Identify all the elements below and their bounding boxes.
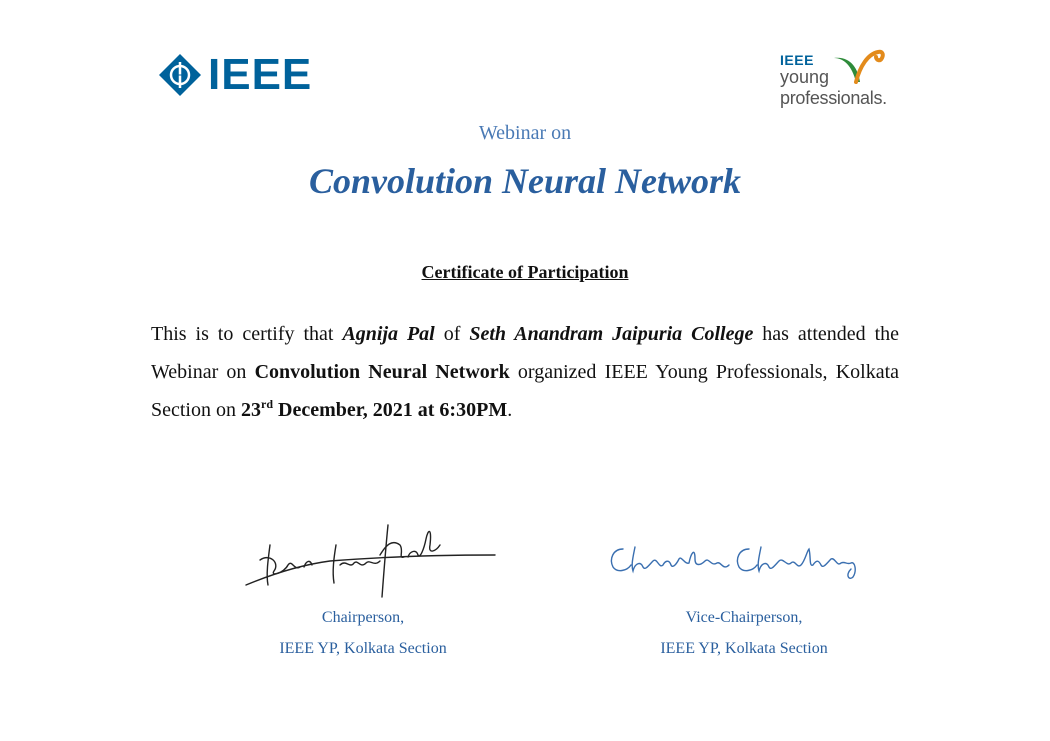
webinar-on-label: Webinar on — [478, 122, 572, 144]
chairperson-org: IEEE YP, Kolkata Section — [279, 640, 447, 657]
date-day: 23 — [241, 399, 261, 421]
date-suffix: rd — [261, 397, 273, 411]
college-name: Seth Anandram Jaipuria College — [469, 323, 754, 345]
yp-ieee-text: IEEE — [780, 52, 814, 68]
vice-chairperson-role: Vice-Chairperson, — [685, 609, 803, 626]
webinar-title: Convolution Neural Network — [308, 161, 742, 201]
yp-swoosh-icon — [830, 48, 886, 88]
participant-name: Agnija Pal — [342, 323, 435, 345]
chairperson-role: Chairperson, — [321, 609, 405, 626]
ieee-young-professionals-logo — [780, 48, 910, 118]
date-rest: December, 2021 at 6:30PM — [278, 399, 508, 421]
chairperson-signer-block — [233, 602, 493, 664]
event-date — [241, 399, 507, 421]
of-text: of — [443, 323, 461, 345]
vice-chairperson-signer-block — [614, 602, 874, 664]
ieee-diamond-icon — [158, 53, 202, 97]
certificate-heading: Certificate of Participation — [421, 262, 629, 282]
intro-text: This is to certify that — [151, 323, 334, 345]
yp-young-text: young — [780, 67, 830, 87]
attended-text: has attended the Webinar on — [151, 323, 900, 383]
yp-professionals-text: professionals. — [780, 88, 887, 108]
organized-text: organized IEEE Young Professionals, Kolkata Section on — [151, 361, 900, 421]
certificate-body — [151, 315, 899, 429]
ieee-logo-text: IEEE — [208, 50, 313, 99]
ieee-logo — [158, 50, 312, 100]
vice-chairperson-org: IEEE YP, Kolkata Section — [660, 640, 828, 657]
vice-chairperson-signature — [605, 535, 885, 580]
webinar-topic: Convolution Neural Network — [254, 361, 510, 383]
chairperson-signature — [240, 515, 500, 600]
end-period: . — [507, 399, 513, 421]
